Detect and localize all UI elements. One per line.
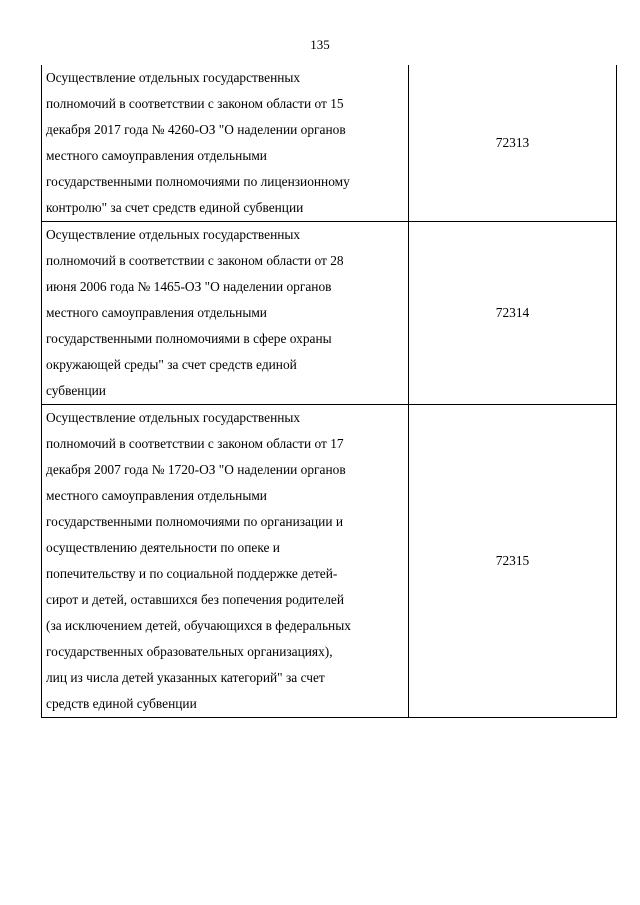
description-line: декабря 2017 года № 4260-ОЗ "О наделении органов (46, 122, 346, 137)
table-row (42, 405, 617, 718)
table-row (42, 222, 617, 405)
description-line: сирот и детей, оставшихся без попечения родителей (46, 592, 345, 607)
row-description (42, 65, 409, 222)
page-number: 135 (310, 37, 330, 52)
description-line: декабря 2007 года № 1720-ОЗ "О наделении органов (46, 462, 346, 477)
description-line: осуществлению деятельности по опеке и (46, 540, 280, 555)
description-line: окружающей среды" за счет средств единой (46, 357, 297, 372)
table-row (42, 65, 617, 222)
row-description (42, 222, 409, 405)
description-line: государственными полномочиями в сфере охраны (46, 331, 332, 346)
description-line: контролю" за счет средств единой субвенции (46, 200, 304, 215)
description-line: средств единой субвенции (46, 696, 197, 711)
description-line: Осуществление отдельных государственных (46, 227, 301, 242)
description-line: лиц из числа детей указанных категорий" за счет (46, 670, 325, 685)
description-line: полномочий в соответствии с законом области от 28 (46, 253, 344, 268)
row-description (42, 405, 409, 718)
description-line: местного самоуправления отдельными (46, 488, 267, 503)
description-line: полномочий в соответствии с законом области от 15 (46, 96, 344, 111)
row-code: 72313 (409, 65, 617, 222)
description-line: июня 2006 года № 1465-ОЗ "О наделении органов (46, 279, 332, 294)
description-line: местного самоуправления отдельными (46, 305, 267, 320)
description-line: субвенции (46, 383, 106, 398)
description-line: государственными полномочиями по лицензионному (46, 174, 350, 189)
row-code: 72314 (409, 222, 617, 405)
description-line: Осуществление отдельных государственных (46, 410, 301, 425)
row-code: 72315 (409, 405, 617, 718)
description-line: попечительству и по социальной поддержке детей- (46, 566, 338, 581)
description-line: государственными полномочиями по организации и (46, 514, 344, 529)
budget-code-table (41, 65, 617, 718)
description-line: Осуществление отдельных государственных (46, 70, 301, 85)
description-line: государственных образовательных организациях), (46, 644, 333, 659)
description-line: местного самоуправления отдельными (46, 148, 267, 163)
description-line: (за исключением детей, обучающихся в федеральных (46, 618, 351, 633)
description-line: полномочий в соответствии с законом области от 17 (46, 436, 344, 451)
